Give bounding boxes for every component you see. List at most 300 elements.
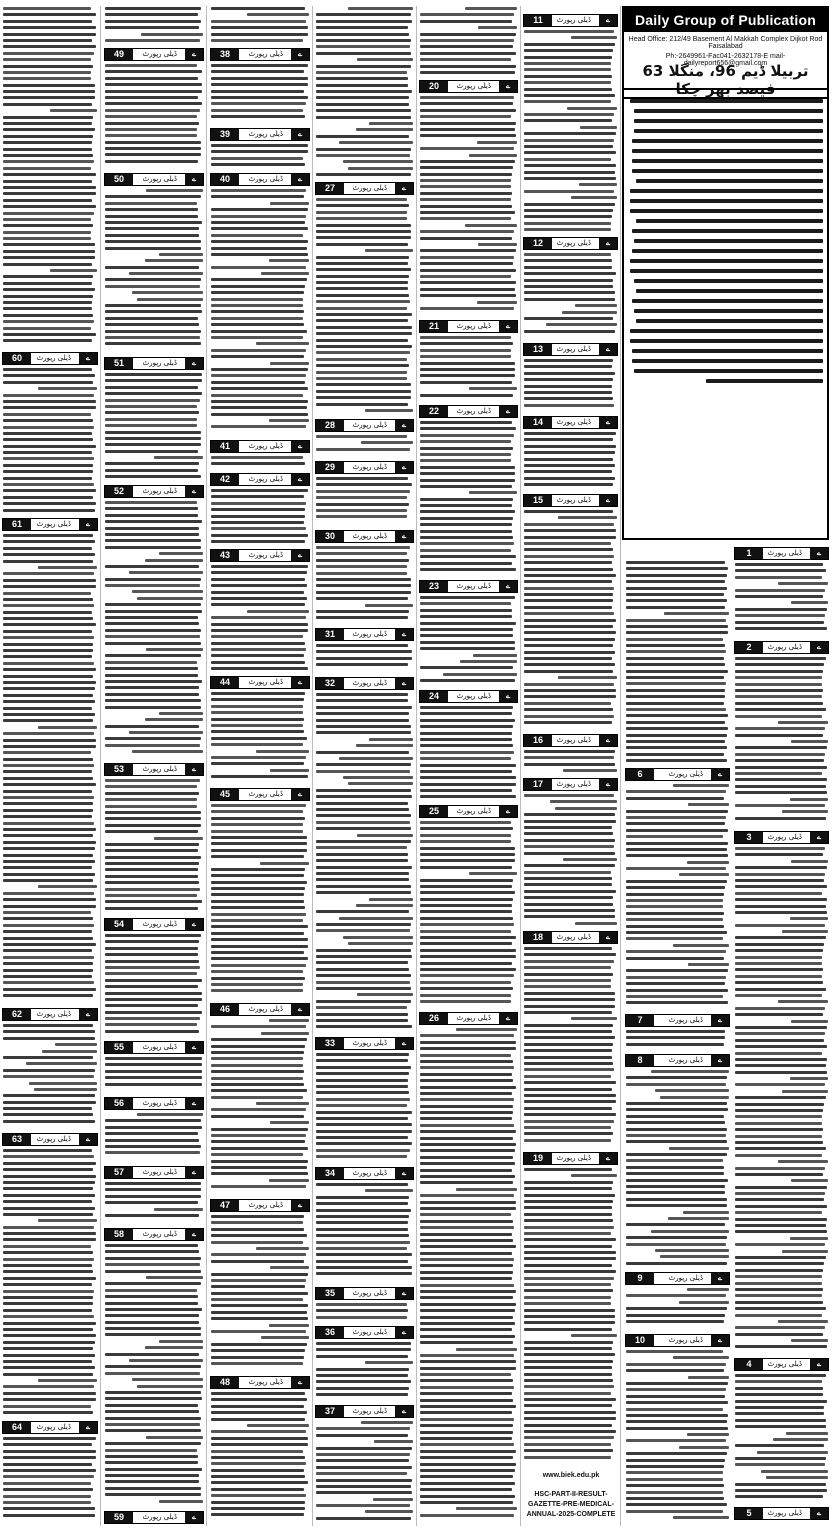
article-text <box>316 693 413 1035</box>
article-text <box>626 561 729 766</box>
article-text <box>524 947 617 1150</box>
section-label: ڈیلی رپورٹ <box>248 442 283 450</box>
lead-story-line <box>630 99 823 103</box>
section-header <box>210 549 310 562</box>
column-divider <box>100 6 101 1526</box>
section-number: 40 <box>211 174 239 185</box>
section-number: 42 <box>211 474 239 485</box>
section-number: 64 <box>3 1422 31 1433</box>
section-label: ڈیلی رپورٹ <box>142 50 177 58</box>
section-end-mark: ے <box>185 358 203 369</box>
section-header <box>210 48 310 61</box>
section-end-mark: ے <box>291 441 309 452</box>
masthead-title: Daily Group of Publication <box>624 8 827 32</box>
section-header <box>315 677 414 690</box>
section-end-mark: ے <box>79 353 97 364</box>
article-text <box>420 421 517 578</box>
article-text <box>420 706 517 803</box>
lead-story-line <box>630 339 823 343</box>
section-label: ڈیلی رپورٹ <box>36 1010 71 1018</box>
section-label: ڈیلی رپورٹ <box>668 1016 703 1024</box>
section-label: ڈیلی رپورٹ <box>352 630 387 638</box>
section-end-mark: ے <box>185 486 203 497</box>
section-label: ڈیلی رپورٹ <box>456 407 491 415</box>
section-end-mark: ے <box>599 495 617 506</box>
section-number: 54 <box>105 919 133 930</box>
section-label: ڈیلی رپورٹ <box>248 678 283 686</box>
section-header <box>210 676 310 689</box>
section-end-mark: ے <box>711 1273 729 1284</box>
section-end-mark: ے <box>599 779 617 790</box>
section-header <box>210 1376 310 1389</box>
section-number: 8 <box>626 1055 654 1066</box>
section-header <box>315 1326 414 1339</box>
section-number: 55 <box>105 1042 133 1053</box>
lead-story-line <box>632 249 823 253</box>
section-end-mark: ے <box>810 1508 828 1519</box>
section-header <box>419 405 518 418</box>
section-number: 31 <box>316 629 344 640</box>
article-text <box>3 1437 97 1525</box>
section-end-mark: ے <box>499 691 517 702</box>
column-divider <box>416 6 417 1526</box>
section-number: 32 <box>316 678 344 689</box>
section-label: ڈیلی رپورٹ <box>352 463 387 471</box>
section-label: ڈیلی رپورٹ <box>767 833 802 841</box>
section-end-mark: ے <box>599 15 617 26</box>
section-end-mark: ے <box>185 174 203 185</box>
section-end-mark: ے <box>185 1167 203 1178</box>
section-end-mark: ے <box>291 129 309 140</box>
section-end-mark: ے <box>395 1327 413 1338</box>
section-label: ڈیلی رپورٹ <box>142 765 177 773</box>
article-text <box>420 596 517 688</box>
section-header <box>315 1037 414 1050</box>
section-header <box>104 48 204 61</box>
lead-story-line <box>632 229 823 233</box>
lead-story-line <box>632 359 823 363</box>
section-header <box>104 173 204 186</box>
article-text <box>211 144 309 171</box>
article-text <box>105 779 203 916</box>
lead-story-line <box>630 269 823 273</box>
section-number: 9 <box>626 1273 654 1284</box>
section-header <box>2 518 98 531</box>
section-header <box>104 1511 204 1524</box>
section-end-mark: ے <box>291 1004 309 1015</box>
section-label: ڈیلی رپورٹ <box>767 549 802 557</box>
section-label: ڈیلی رپورٹ <box>352 421 387 429</box>
section-number: 57 <box>105 1167 133 1178</box>
article-text <box>211 1019 309 1197</box>
section-label: ڈیلی رپورٹ <box>142 359 177 367</box>
article-text <box>3 534 97 1006</box>
article-text <box>316 1342 413 1403</box>
article-text <box>211 189 309 438</box>
lead-story-line <box>634 239 823 243</box>
section-header <box>523 734 618 747</box>
article-text <box>316 477 413 528</box>
section-header <box>419 1012 518 1025</box>
section-label: ڈیلی رپورٹ <box>142 920 177 928</box>
article-text <box>316 1053 413 1165</box>
masthead-contact: Ph:-2649961-Fac041-2632178-E mail-dailyreport656@gmail.com <box>665 53 786 67</box>
lead-story-body <box>622 88 829 540</box>
article-text <box>105 934 203 1039</box>
section-number: 29 <box>316 462 344 473</box>
section-header <box>625 1054 730 1067</box>
section-number: 5 <box>735 1508 763 1519</box>
section-label: ڈیلی رپورٹ <box>456 1014 491 1022</box>
section-header <box>210 1003 310 1016</box>
lead-story-line <box>636 289 823 293</box>
section-label: ڈیلی رپورٹ <box>352 184 387 192</box>
section-end-mark: ے <box>185 764 203 775</box>
section-header <box>210 173 310 186</box>
section-label: ڈیلی رپورٹ <box>456 82 491 90</box>
section-end-mark: ے <box>291 789 309 800</box>
section-number: 21 <box>420 321 448 332</box>
section-label: ڈیلی رپورٹ <box>248 175 283 183</box>
column-divider <box>520 6 521 1526</box>
section-end-mark: ے <box>395 1288 413 1299</box>
section-end-mark: ے <box>291 474 309 485</box>
section-label: ڈیلی رپورٹ <box>456 807 491 815</box>
article-text <box>735 657 828 829</box>
article-text <box>105 373 203 483</box>
lead-story-line <box>632 149 823 153</box>
result-gazette-banner: HSC-PART-II-RESULT-GAZETTE-PRE-MEDICAL-ANNUAL-2025-COMPLETE <box>526 1491 616 1518</box>
section-end-mark: ے <box>395 420 413 431</box>
column-divider <box>620 6 621 1526</box>
article-text <box>211 804 309 1001</box>
section-end-mark: ے <box>499 81 517 92</box>
section-number: 59 <box>105 1512 133 1523</box>
article-text <box>316 1303 413 1324</box>
section-label: ڈیلی رپورٹ <box>556 1154 591 1162</box>
lead-story-line <box>632 139 823 143</box>
section-header <box>104 1166 204 1179</box>
article-text <box>3 1149 97 1419</box>
section-label: ڈیلی رپورٹ <box>556 239 591 247</box>
section-label: ڈیلی رپورٹ <box>352 1039 387 1047</box>
lead-story-line <box>630 329 823 333</box>
section-label: ڈیلی رپورٹ <box>352 1407 387 1415</box>
section-label: ڈیلی رپورٹ <box>248 475 283 483</box>
article-text <box>735 1374 828 1505</box>
section-label: ڈیلی رپورٹ <box>556 345 591 353</box>
section-label: ڈیلی رپورٹ <box>556 933 591 941</box>
article-text <box>211 456 309 471</box>
article-text <box>211 489 309 547</box>
section-label: ڈیلی رپورٹ <box>142 487 177 495</box>
section-end-mark: ے <box>395 678 413 689</box>
section-label: ڈیلی رپورٹ <box>668 1336 703 1344</box>
section-header <box>104 1097 204 1110</box>
article-text <box>105 64 203 171</box>
section-label: ڈیلی رپورٹ <box>142 175 177 183</box>
section-end-mark: ے <box>185 1042 203 1053</box>
section-header <box>315 628 414 641</box>
section-label: ڈیلی رپورٹ <box>767 1360 802 1368</box>
section-header <box>523 778 618 791</box>
section-number: 33 <box>316 1038 344 1049</box>
section-header <box>419 580 518 593</box>
section-number: 17 <box>524 779 552 790</box>
section-number: 4 <box>735 1359 763 1370</box>
section-label: ڈیلی رپورٹ <box>352 679 387 687</box>
lead-story-line <box>634 129 823 133</box>
section-label: ڈیلی رپورٹ <box>248 50 283 58</box>
article-text <box>524 510 617 732</box>
section-number: 23 <box>420 581 448 592</box>
section-number: 10 <box>626 1335 654 1346</box>
section-number: 63 <box>3 1134 31 1145</box>
section-label: ڈیلی رپورٹ <box>668 1274 703 1282</box>
article-text <box>524 30 617 235</box>
section-header <box>210 788 310 801</box>
section-end-mark: ے <box>79 1009 97 1020</box>
section-number: 2 <box>735 642 763 653</box>
section-end-mark: ے <box>395 1168 413 1179</box>
section-number: 22 <box>420 406 448 417</box>
article-text <box>3 368 97 516</box>
article-text <box>316 7 413 180</box>
lead-story-line <box>636 179 823 183</box>
section-end-mark: ے <box>79 1422 97 1433</box>
lead-story-line <box>636 319 823 323</box>
article-text <box>626 1350 729 1525</box>
section-header <box>210 440 310 453</box>
section-header <box>2 1133 98 1146</box>
section-header <box>734 547 829 560</box>
section-header <box>104 485 204 498</box>
section-label: ڈیلی رپورٹ <box>556 16 591 24</box>
section-end-mark: ے <box>599 735 617 746</box>
section-header <box>315 530 414 543</box>
section-number: 28 <box>316 420 344 431</box>
section-end-mark: ے <box>291 1200 309 1211</box>
section-number: 34 <box>316 1168 344 1179</box>
article-text <box>3 1024 97 1131</box>
section-label: ڈیلی رپورٹ <box>142 1099 177 1107</box>
article-text <box>420 336 517 403</box>
section-label: ڈیلی رپورٹ <box>36 520 71 528</box>
section-number: 39 <box>211 129 239 140</box>
section-end-mark: ے <box>711 1335 729 1346</box>
section-end-mark: ے <box>395 531 413 542</box>
section-label: ڈیلی رپورٹ <box>668 770 703 778</box>
lead-story-line <box>706 379 823 383</box>
section-header <box>315 1405 414 1418</box>
article-text <box>524 253 617 341</box>
article-text <box>626 784 729 1012</box>
section-number: 30 <box>316 531 344 542</box>
lead-story-line <box>634 279 823 283</box>
article-text <box>626 1030 729 1052</box>
section-header <box>734 831 829 844</box>
article-text <box>211 7 309 46</box>
section-end-mark: ے <box>810 832 828 843</box>
section-number: 20 <box>420 81 448 92</box>
section-header <box>210 473 310 486</box>
section-header <box>523 237 618 250</box>
section-label: ڈیلی رپورٹ <box>36 354 71 362</box>
section-number: 1 <box>735 548 763 559</box>
section-number: 27 <box>316 183 344 194</box>
section-number: 14 <box>524 417 552 428</box>
article-text <box>626 1070 729 1270</box>
section-number: 48 <box>211 1377 239 1388</box>
masthead-office-address: Head Office: 212/49 Basement Al Makkah Complex Dijkot Rod Faisalabad <box>628 36 823 50</box>
website-url: www.biek.edu.pk <box>542 1472 600 1479</box>
section-header <box>523 14 618 27</box>
section-end-mark: ے <box>185 919 203 930</box>
article-text <box>420 1028 517 1525</box>
section-end-mark: ے <box>395 1038 413 1049</box>
section-number: 41 <box>211 441 239 452</box>
section-header <box>315 461 414 474</box>
section-end-mark: ے <box>291 49 309 60</box>
section-end-mark: ے <box>499 406 517 417</box>
section-end-mark: ے <box>185 1098 203 1109</box>
article-text <box>105 7 203 46</box>
article-text <box>735 847 828 1356</box>
section-header <box>523 416 618 429</box>
section-header <box>315 419 414 432</box>
section-number: 13 <box>524 344 552 355</box>
article-text <box>420 7 517 78</box>
section-header <box>104 1041 204 1054</box>
section-label: ڈیلی رپورٹ <box>36 1423 71 1431</box>
section-number: 50 <box>105 174 133 185</box>
section-number: 60 <box>3 353 31 364</box>
article-text <box>105 189 203 355</box>
section-number: 46 <box>211 1004 239 1015</box>
lead-story-line <box>634 109 823 113</box>
lead-story-line <box>636 219 823 223</box>
section-label: ڈیلی رپورٹ <box>456 582 491 590</box>
section-label: ڈیلی رپورٹ <box>142 1168 177 1176</box>
section-end-mark: ے <box>395 462 413 473</box>
section-number: 52 <box>105 486 133 497</box>
section-header <box>104 763 204 776</box>
article-text <box>211 64 309 126</box>
section-header <box>625 1334 730 1347</box>
section-label: ڈیلی رپورٹ <box>556 418 591 426</box>
section-end-mark: ے <box>291 677 309 688</box>
section-header <box>104 918 204 931</box>
section-header <box>419 805 518 818</box>
section-header <box>2 352 98 365</box>
article-text <box>211 1392 309 1525</box>
section-header <box>104 1228 204 1241</box>
article-text <box>105 1057 203 1095</box>
section-label: ڈیلی رپورٹ <box>456 322 491 330</box>
section-end-mark: ے <box>499 806 517 817</box>
section-label: ڈیلی رپورٹ <box>248 1201 283 1209</box>
section-label: ڈیلی رپورٹ <box>36 1135 71 1143</box>
section-number: 58 <box>105 1229 133 1240</box>
lead-story-line <box>630 199 823 203</box>
section-end-mark: ے <box>599 238 617 249</box>
section-number: 18 <box>524 932 552 943</box>
section-number: 38 <box>211 49 239 60</box>
section-header <box>523 494 618 507</box>
lead-story-line <box>632 169 823 173</box>
article-text <box>316 435 413 459</box>
section-label: ڈیلی رپورٹ <box>142 1043 177 1051</box>
section-end-mark: ے <box>499 581 517 592</box>
section-number: 24 <box>420 691 448 702</box>
section-number: 25 <box>420 806 448 817</box>
section-end-mark: ے <box>599 932 617 943</box>
section-end-mark: ے <box>79 519 97 530</box>
lead-story-line <box>630 259 823 263</box>
section-end-mark: ے <box>711 1015 729 1026</box>
section-number: 15 <box>524 495 552 506</box>
section-header <box>315 182 414 195</box>
section-label: ڈیلی رپورٹ <box>248 551 283 559</box>
lead-story-line <box>634 369 823 373</box>
section-end-mark: ے <box>185 1229 203 1240</box>
section-label: ڈیلی رپورٹ <box>142 1230 177 1238</box>
column-divider <box>312 6 313 1526</box>
section-header <box>2 1008 98 1021</box>
section-header <box>625 1014 730 1027</box>
article-text <box>524 794 617 929</box>
section-header <box>419 80 518 93</box>
section-number: 53 <box>105 764 133 775</box>
article-text <box>316 1421 413 1525</box>
section-number: 51 <box>105 358 133 369</box>
section-number: 12 <box>524 238 552 249</box>
section-end-mark: ے <box>291 550 309 561</box>
section-header <box>315 1287 414 1300</box>
lead-story-line <box>632 299 823 303</box>
lead-story-line <box>632 159 823 163</box>
article-text <box>316 1183 413 1285</box>
section-end-mark: ے <box>185 1512 203 1523</box>
section-header <box>734 1358 829 1371</box>
article-text <box>211 1215 309 1374</box>
section-number: 43 <box>211 550 239 561</box>
section-label: ڈیلی رپورٹ <box>668 1056 703 1064</box>
section-label: ڈیلی رپورٹ <box>352 1289 387 1297</box>
article-text <box>105 1182 203 1226</box>
section-header <box>625 768 730 781</box>
section-header <box>315 1167 414 1180</box>
section-end-mark: ے <box>291 1377 309 1388</box>
article-text <box>524 750 617 776</box>
section-end-mark: ے <box>599 417 617 428</box>
section-end-mark: ے <box>395 629 413 640</box>
article-text <box>626 1288 729 1332</box>
section-label: ڈیلی رپورٹ <box>248 1378 283 1386</box>
article-text <box>105 1244 203 1509</box>
section-number: 62 <box>3 1009 31 1020</box>
section-number: 37 <box>316 1406 344 1417</box>
section-label: ڈیلی رپورٹ <box>556 780 591 788</box>
section-number: 26 <box>420 1013 448 1024</box>
lead-story-line <box>630 209 823 213</box>
article-text <box>105 1113 203 1164</box>
section-end-mark: ے <box>185 49 203 60</box>
article-text <box>735 563 828 639</box>
section-end-mark: ے <box>711 1055 729 1066</box>
section-number: 3 <box>735 832 763 843</box>
section-label: ڈیلی رپورٹ <box>767 643 802 651</box>
